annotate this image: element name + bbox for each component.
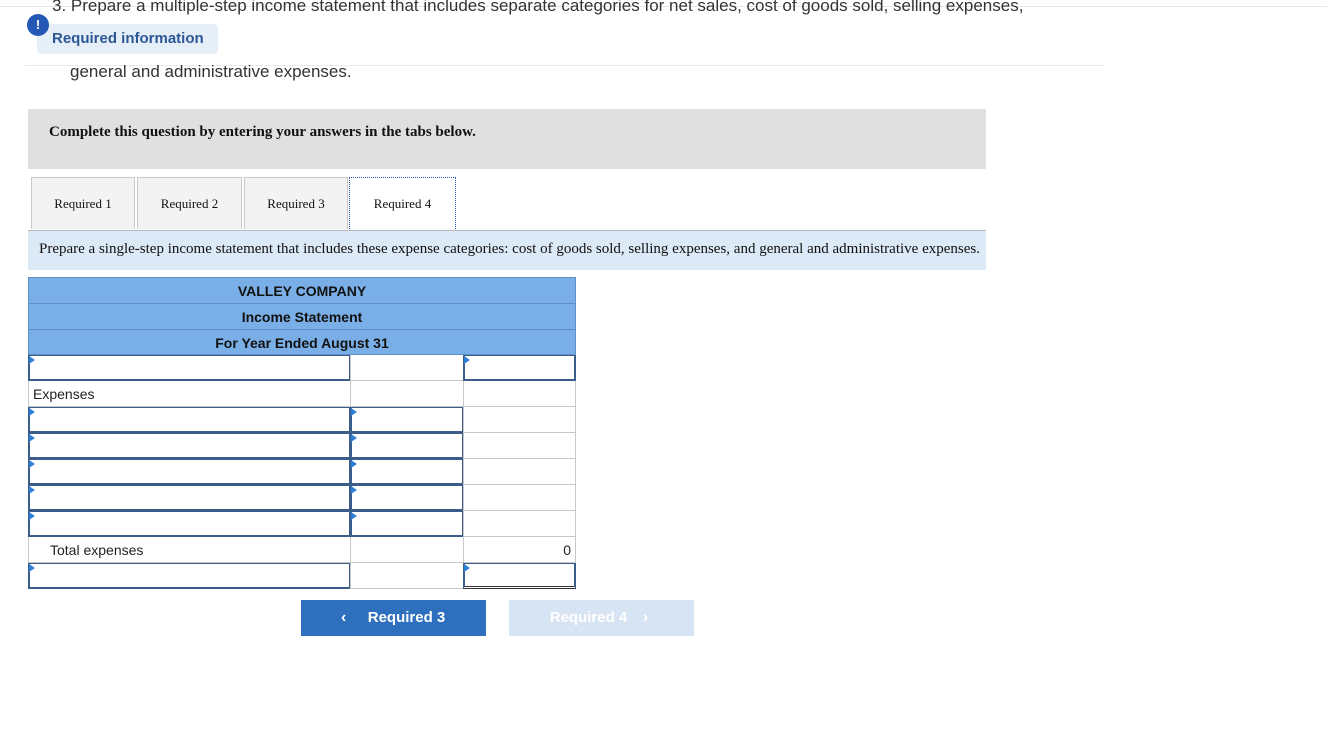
previous-required-3-button[interactable] [301, 600, 486, 636]
expense-label-input[interactable] [28, 485, 351, 511]
table-row [28, 537, 576, 563]
amount-cell [463, 381, 576, 407]
amount-cell [463, 485, 576, 511]
revenue-label-input[interactable] [28, 355, 351, 381]
expenses-label-cell [28, 381, 351, 407]
revenue-amount-input[interactable] [463, 355, 576, 381]
instructions-banner [28, 109, 986, 169]
amount-cell [463, 459, 576, 485]
clipped-question-text: 3. Prepare a multiple-step income statement that includes separate categories for net sales, cost of goods sold, selling expenses, [52, 0, 1024, 15]
amount-cell [463, 407, 576, 433]
table-row [28, 381, 576, 407]
expense-amount-input[interactable] [350, 511, 464, 537]
question-text: general and administrative expenses. [70, 62, 352, 81]
table-row [28, 433, 576, 459]
tab-required-4[interactable]: Required 4 [349, 177, 456, 231]
banner-text: Complete this question by entering your answers in the tabs below. [49, 124, 476, 140]
table-row [28, 459, 576, 485]
chevron-left-icon: ‹ [341, 609, 347, 626]
table-row [28, 511, 576, 537]
tab-required-3[interactable]: Required 3 [244, 177, 348, 229]
instruction-text: Prepare a single-step income statement that includes these expense categories: cost of goods sold, selling expenses, and general and administrative expenses. [39, 241, 980, 257]
next-button-label: Required 4 [549, 609, 628, 626]
alert-icon: ! [27, 14, 49, 36]
table-row [28, 563, 576, 589]
net-income-amount-input[interactable] [463, 563, 576, 589]
table-row [28, 355, 576, 381]
expense-label-input[interactable] [28, 433, 351, 459]
table-row [28, 407, 576, 433]
total-expenses-value: 0 [563, 542, 571, 558]
amount-cell [463, 433, 576, 459]
expense-label-input[interactable] [28, 511, 351, 537]
expense-amount-input[interactable] [350, 485, 464, 511]
required-information-button[interactable]: Required information [37, 24, 218, 54]
expense-label-input[interactable] [28, 459, 351, 485]
total-expenses-cell [463, 537, 576, 563]
total-expenses-label-cell [28, 537, 351, 563]
tab-required-1[interactable]: Required 1 [31, 177, 135, 229]
income-statement [28, 277, 576, 589]
amount-cell [463, 511, 576, 537]
total-expenses-label: Total expenses [50, 542, 144, 558]
amount-cell [350, 537, 464, 563]
prev-button-label: Required 3 [367, 609, 446, 626]
expense-amount-input[interactable] [350, 407, 464, 433]
expense-amount-input[interactable] [350, 433, 464, 459]
instruction-panel [28, 231, 986, 270]
company-name: VALLEY COMPANY [28, 277, 576, 303]
table-row [28, 485, 576, 511]
statement-period: For Year Ended August 31 [28, 329, 576, 355]
expenses-label: Expenses [33, 386, 95, 402]
amount-cell [350, 563, 464, 589]
tab-required-2[interactable]: Required 2 [137, 177, 242, 229]
next-required-4-button[interactable] [509, 600, 694, 636]
expense-label-input[interactable] [28, 407, 351, 433]
statement-title: Income Statement [28, 303, 576, 329]
chevron-right-icon: › [643, 609, 649, 626]
amount-cell [350, 355, 464, 381]
net-income-label-input[interactable] [28, 563, 351, 589]
amount-cell [350, 381, 464, 407]
expense-amount-input[interactable] [350, 459, 464, 485]
